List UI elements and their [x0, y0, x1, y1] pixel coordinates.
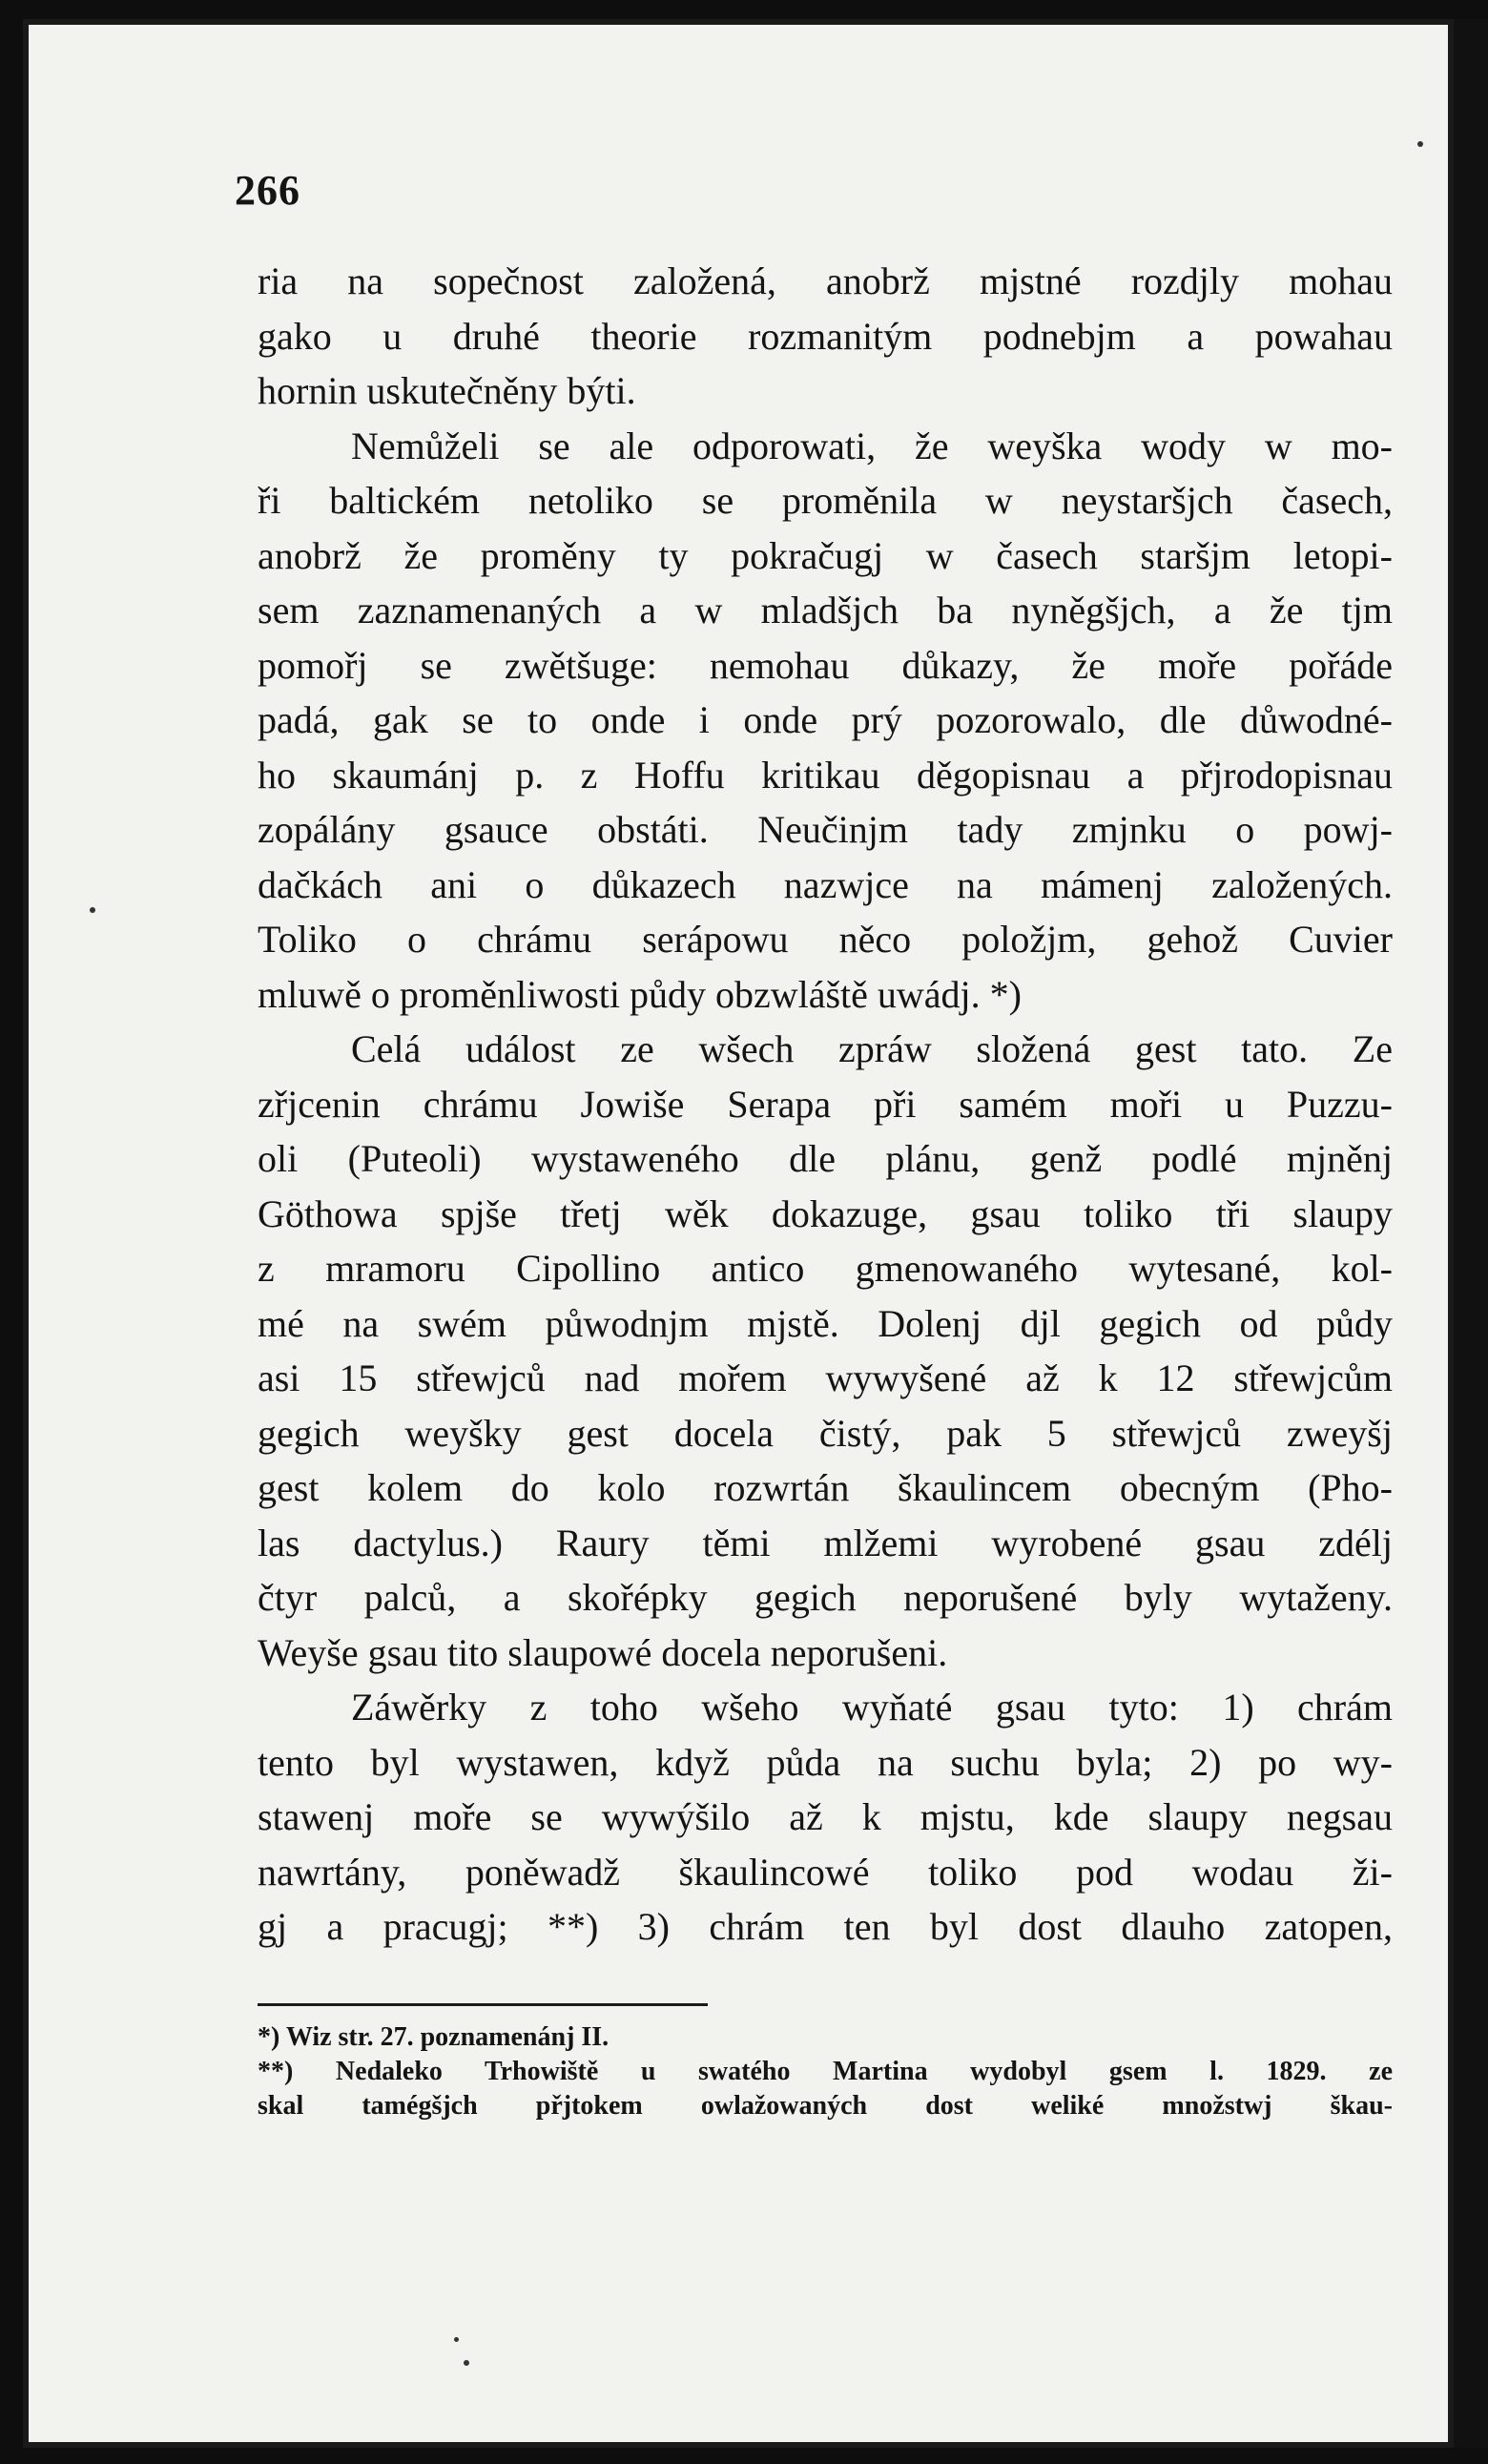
text-line: Toliko o chrámu serápowu něco položjm, gehož Cuvier — [258, 918, 1393, 961]
text-line: zřjcenin chrámu Jowiše Serapa při samém moři u Puzzu- — [258, 1082, 1393, 1126]
page-number: 266 — [235, 167, 300, 214]
text-line: hornin uskutečněny býti. — [258, 369, 636, 412]
text-line: z mramoru Cipollino antico gmenowaného wytesané, kol- — [258, 1247, 1393, 1290]
text-line: pomořj se zwětšuge: nemohau důkazy, že moře pořáde — [258, 643, 1393, 687]
text-line: ři baltickém netoliko se proměnila w neystaršjch časech, — [258, 479, 1393, 522]
text-line: ria na sopečnost založená, anobrž mjstné rozdjly mohau — [258, 259, 1393, 302]
text-line: Weyše gsau tito slaupowé docela neporušeni. — [258, 1630, 948, 1674]
text-line: sem zaznamenaných a w mladšjch ba nyněgšjch, a že tjm — [258, 589, 1393, 632]
footnote-line: *) Wiz str. 27. poznamenánj II. — [258, 2022, 610, 2052]
text-line: gest kolem do kolo rozwrtán škaulincem obecným (Pho- — [258, 1466, 1393, 1509]
text-line: Göthowa spjše třetj wěk dokazuge, gsau toliko tři slaupy — [258, 1191, 1393, 1235]
text-line: Celá událost ze wšech zpráw složená gest tato. Ze — [351, 1027, 1393, 1070]
scan-speck — [454, 2337, 459, 2342]
body-text — [258, 254, 1393, 1955]
text-line: ho skaumánj p. z Hoffu kritikau děgopisnau a přjrodopisnau — [258, 753, 1393, 797]
text-line: gako u druhé theorie rozmanitým podnebjm a powahau — [258, 314, 1393, 358]
text-line: mé na swém půwodnjm mjstě. Dolenj djl gegich od půdy — [258, 1301, 1393, 1345]
scan-speck — [1417, 141, 1423, 147]
text-line: čtyr palců, a skořépky gegich neporušené byly wytaženy. — [258, 1576, 1393, 1619]
text-line: asi 15 střewjců nad mořem wywyšené až k 12 střewjcům — [258, 1356, 1393, 1399]
text-line: padá, gak se to onde i onde prý pozorowalo, dle důwodné- — [258, 698, 1393, 741]
text-line: nawrtány, poněwadž škaulincowé toliko pod wodau ži- — [258, 1850, 1393, 1894]
footnote-divider — [258, 2003, 708, 2006]
text-line: anobrž že proměny ty pokračugj w časech staršjm letopi- — [258, 533, 1393, 577]
text-line: stawenj moře se wywýšilo až k mjstu, kde slaupy negsau — [258, 1795, 1393, 1838]
footnotes — [258, 2020, 1393, 2123]
text-line: oli (Puteoli) wystaweného dle plánu, genž podlé mjněnj — [258, 1137, 1393, 1180]
text-line: Záwěrky z toho wšeho wyňaté gsau tyto: 1) chrám — [351, 1686, 1393, 1729]
text-line: las dactylus.) Raury těmi mlžemi wyrobené gsau zdélj — [258, 1521, 1393, 1564]
text-line: gegich weyšky gest docela čistý, pak 5 střewjců zweyšj — [258, 1411, 1393, 1455]
text-line: mluwě o proměnliwosti půdy obzwláště uwádj. *) — [258, 972, 1022, 1016]
text-line: Nemůželi se ale odporowati, že weyška wody w mo- — [351, 424, 1393, 467]
text-line: dačkách ani o důkazech nazwjce na mámenj založených. — [258, 862, 1393, 906]
text-line: tento byl wystawen, když půda na suchu byla; 2) po wy- — [258, 1740, 1393, 1784]
text-line: zopálány gsauce obstáti. Neučinjm tady zmjnku o powj- — [258, 808, 1393, 851]
scan-border — [1454, 19, 1488, 2448]
footnote-line: skal tamégšjch přjtokem owlažowaných dost weliké množstwj škau- — [258, 2091, 1393, 2121]
book-page — [23, 19, 1454, 2448]
text-line: gj a pracugj; **) 3) chrám ten byl dost dlauho zatopen, — [258, 1905, 1393, 1948]
scan-speck — [464, 2360, 469, 2366]
scan-speck — [90, 907, 95, 913]
footnote-line: **) Nedaleko Trhowiště u swatého Martina wydobyl gsem l. 1829. ze — [258, 2057, 1393, 2086]
